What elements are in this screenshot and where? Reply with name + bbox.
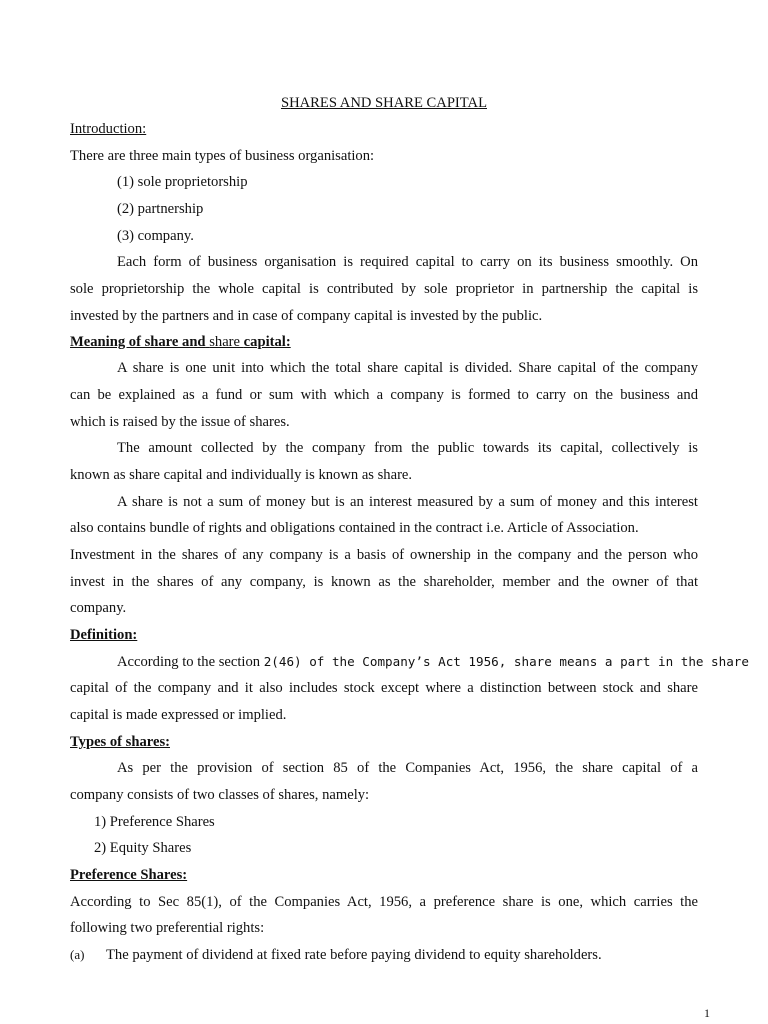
preference-heading: Preference Shares:	[70, 867, 188, 883]
types-para-line: As per the provision of section 85 of the Companies Act, 1956, the share capital of a	[117, 760, 698, 776]
types-heading: Types of shares:	[70, 734, 170, 750]
intro-para-line: Each form of business organisation is required capital to carry on its business smoothly. On	[117, 254, 698, 270]
definition-text: According to the section	[117, 654, 264, 670]
types-item-2: 2) Equity Shares	[94, 840, 192, 856]
definition-line	[117, 652, 749, 672]
preference-sub-item	[0, 945, 768, 965]
definition-text: 2(46) of the Company’s Act 1956, share means a part in the share	[263, 654, 749, 669]
meaning-heading-part: share	[209, 334, 241, 350]
meaning-para1-line: A share is one unit into which the total share capital is divided. Share capital of the company	[117, 360, 698, 376]
meaning-para3-line: company.	[70, 600, 127, 616]
definition-heading: Definition:	[70, 627, 138, 643]
meaning-heading-part: capital:	[243, 334, 291, 350]
intro-item-2: (2) partnership	[117, 201, 204, 217]
meaning-para3-line: A share is not a sum of money but is an interest measured by a sum of money and this interest	[117, 494, 698, 510]
meaning-para3-line: invest in the shares of any company, is known as the shareholder, member and the owner of that	[70, 574, 698, 590]
intro-para-line: sole proprietorship the whole capital is contributed by sole proprietor in partnership the capital is	[70, 281, 698, 297]
intro-heading: Introduction:	[70, 121, 147, 137]
sub-item-label: (a)	[70, 947, 85, 962]
page-number: 1	[704, 1006, 710, 1020]
types-item-1: 1) Preference Shares	[94, 814, 215, 830]
intro-para-line: invested by the partners and in case of company capital is invested by the public.	[70, 308, 543, 324]
preference-para-line: following two preferential rights:	[70, 920, 265, 936]
meaning-para2-line: known as share capital and individually is known as share.	[70, 467, 413, 483]
meaning-heading-part: Meaning of share and	[70, 334, 206, 350]
intro-item-3: (3) company.	[117, 228, 194, 244]
intro-lead: There are three main types of business organisation:	[70, 148, 375, 164]
definition-line: capital of the company and it also includes stock except where a distinction between stock and share	[70, 680, 698, 696]
types-para-line: company consists of two classes of shares, namely:	[70, 787, 370, 803]
preference-para-line: According to Sec 85(1), of the Companies Act, 1956, a preference share is one, which carries the	[70, 894, 698, 910]
intro-item-1: (1) sole proprietorship	[117, 174, 248, 190]
sub-item-text: The payment of dividend at fixed rate before paying dividend to equity shareholders.	[106, 947, 602, 963]
meaning-para3-line: Investment in the shares of any company is a basis of ownership in the company and the person who	[70, 547, 698, 563]
meaning-para1-line: can be explained as a fund or sum with which a company is formed to carry on the business and	[70, 387, 698, 403]
meaning-para3-line: also contains bundle of rights and obligations contained in the contract i.e. Article of Association.	[70, 520, 639, 536]
definition-line: capital is made expressed or implied.	[70, 707, 287, 723]
meaning-para2-line: The amount collected by the company from the public towards its capital, collectively is	[117, 440, 698, 456]
meaning-para1-line: which is raised by the issue of shares.	[70, 414, 290, 430]
page-title: SHARES AND SHARE CAPITAL	[280, 95, 487, 111]
meaning-heading	[70, 332, 698, 352]
